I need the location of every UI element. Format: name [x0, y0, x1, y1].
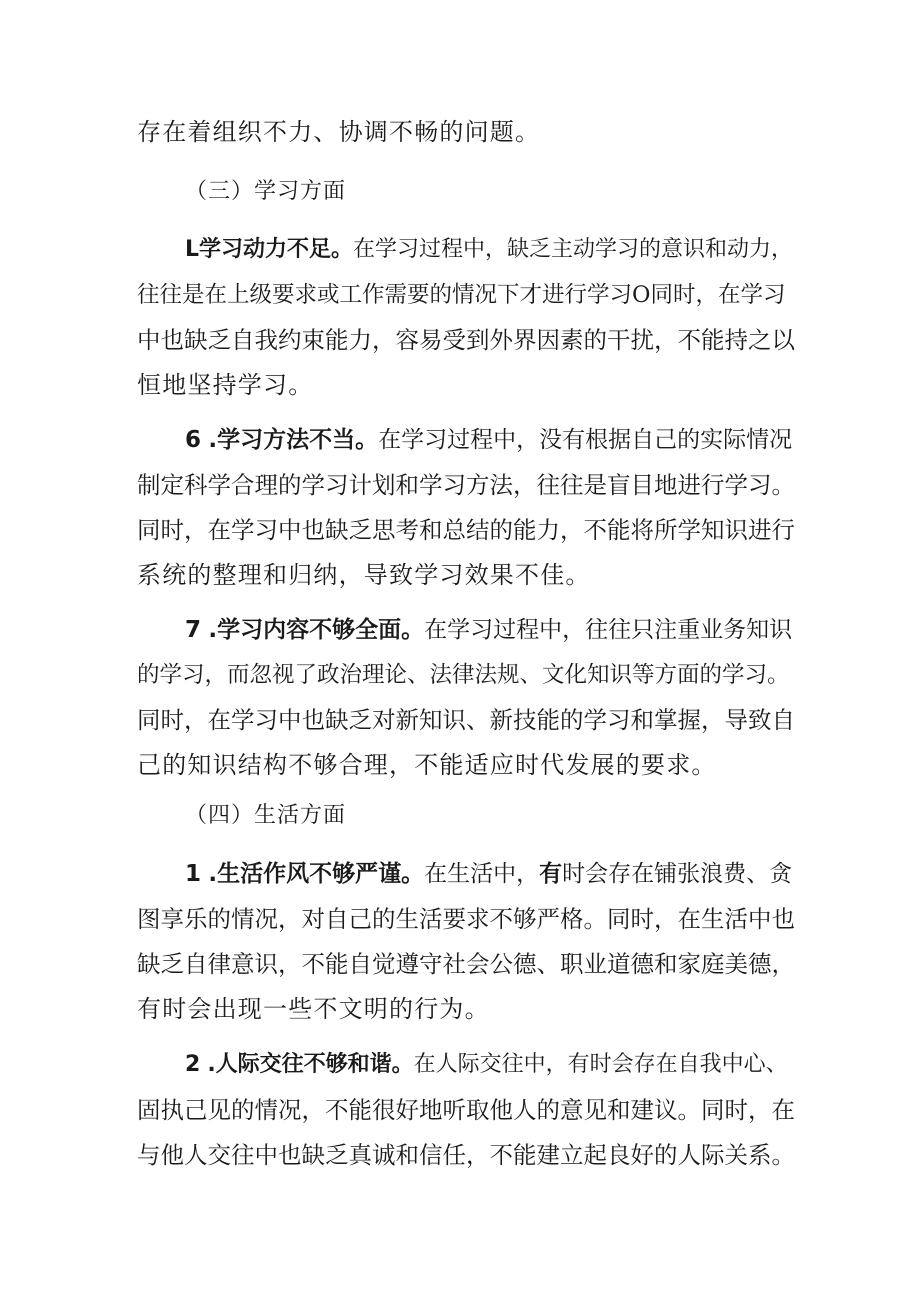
- paragraph-line: 往往是在上级要求或工作需要的情况下才进行学习O同时，在学习: [137, 282, 786, 308]
- text-line: 存在着组织不力、协调不畅的问题。: [137, 118, 541, 146]
- paragraph-line: 缺乏自律意识，不能自觉遵守社会公德、职业道德和家庭美德，: [137, 950, 795, 978]
- paragraph-line: 制定科学合理的学习计划和学习方法，往往是盲目地进行学习。: [137, 471, 795, 499]
- text-line: 在学习过程中，往往只注重业务知识: [424, 617, 793, 643]
- paragraph-line: 固执己见的情况，不能很好地听取他人的意见和建议。同时，在: [137, 1096, 795, 1124]
- item-title: .学习内容不够全面。: [208, 617, 425, 643]
- bold-text: 有: [539, 861, 563, 887]
- text-line: 在人际交往中，有时会存在自我中心、: [413, 1052, 788, 1077]
- item-title: .学习方法不当。: [208, 427, 379, 453]
- paragraph-line: 系统的整理和归纳，导致学习效果不佳。: [137, 561, 591, 589]
- section-heading-study: （三）学习方面: [185, 179, 347, 204]
- text-line: 在学习过程中，没有根据自己的实际情况: [378, 427, 793, 453]
- paragraph-line: 同时，在学习中也缺乏思考和总结的能力，不能将所学知识进行: [137, 516, 795, 544]
- item-title: .生活作风不够严谨。: [208, 861, 425, 887]
- paragraph-continuation: [137, 114, 797, 150]
- item-number: 2: [185, 1052, 201, 1077]
- text-line: 在学习过程中，缺乏主动学习的意识和动力，: [353, 237, 794, 262]
- item-number: 7: [185, 617, 202, 643]
- paragraph-study-motivation: [185, 232, 797, 268]
- text-line: 时会存在铺张浪费、贪: [562, 861, 793, 887]
- section-heading-life: （四）生活方面: [185, 803, 347, 828]
- item-title: .人际交往不够和谐。: [207, 1052, 414, 1077]
- paragraph-line: 与他人交往中也缺乏真诚和信任，不能建立起良好的人际关系。: [137, 1141, 795, 1169]
- item-title: L学习动力不足。: [185, 237, 354, 262]
- paragraph-interpersonal: [185, 1047, 797, 1083]
- paragraph-study-method: [185, 422, 797, 458]
- paragraph-line: 恒地坚持学习。: [137, 371, 314, 399]
- paragraph-line: 图享乐的情况，对自己的生活要求不够严格。同时，在生活中也: [137, 905, 795, 933]
- paragraph-line: 己的知识结构不够合理，不能适应时代发展的要求。: [137, 751, 717, 779]
- paragraph-line: 的学习，而忽视了政治理论、法律法规、文化知识等方面的学习。: [137, 662, 790, 688]
- text-line: 在生活中，: [424, 861, 540, 887]
- paragraph-line: 中也缺乏自我约束能力，容易受到外界因素的干扰，不能持之以: [137, 326, 795, 354]
- paragraph-study-content: [185, 612, 797, 648]
- paragraph-line: 有时会出现一些不文明的行为。: [137, 995, 490, 1023]
- paragraph-line: 同时，在学习中也缺乏对新知识、新技能的学习和掌握，导致自: [137, 706, 795, 734]
- item-number: 6: [185, 427, 202, 453]
- item-number: 1: [185, 861, 202, 887]
- paragraph-life-style: [185, 856, 797, 892]
